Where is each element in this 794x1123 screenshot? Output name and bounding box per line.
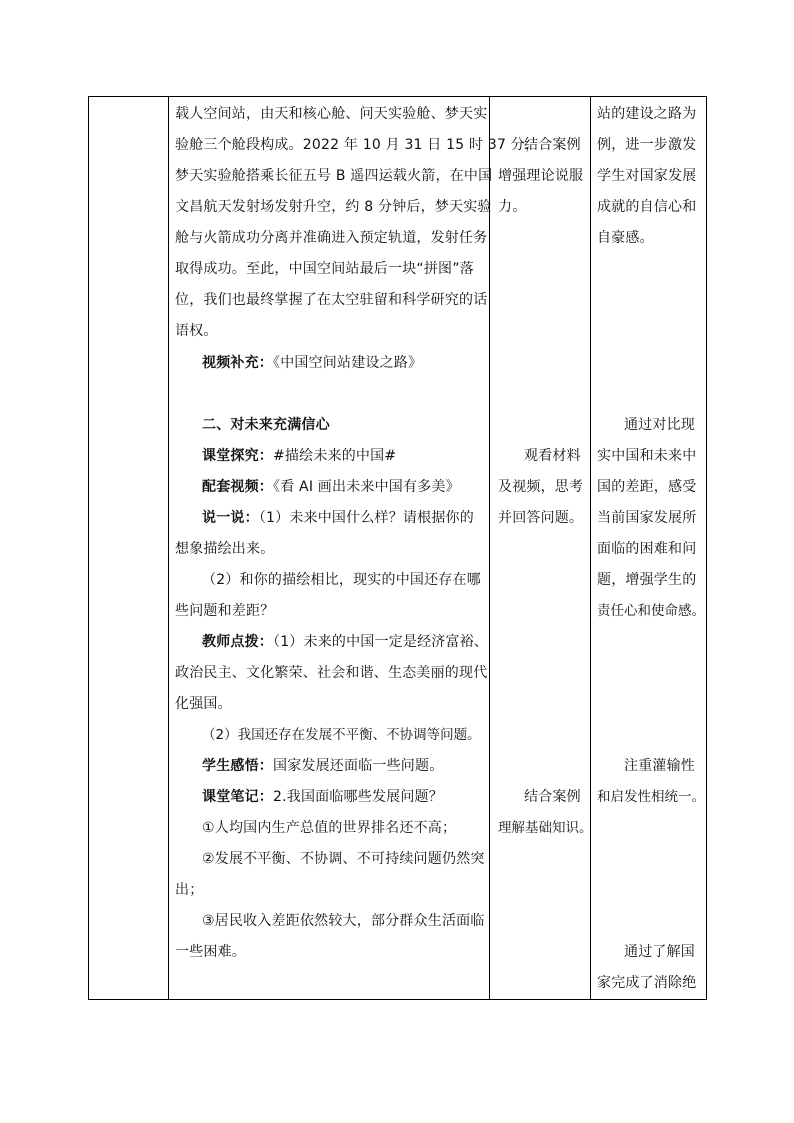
activity-line: 增强理论说服 [498,168,584,184]
student-label: 学生感悟： [202,758,273,774]
talk-question-1 [169,503,489,534]
intent-line: 题，增强学生的 [597,572,697,588]
content-line: 载人空间站，由天和核心舱、问天实验舱、梦天实 [175,106,488,122]
first-column-cell [89,97,168,999]
content-line: 文昌航天发射场发射升空，约 8 分钟后，梦天实验 [175,199,492,215]
teaching-content-cell [169,97,540,999]
intent-line: 国的差距，感受 [597,479,697,495]
video-label: 视频补充： [202,355,273,371]
content-line: 想象描绘出来。 [175,541,275,557]
activity-line: 并回答问题。 [498,510,584,526]
note-item: ①人均国内生产总值的世界排名还不高； [202,820,457,836]
content-line: 梦天实验舱搭乘长征五号 B 遥四运载火箭，在中国 [175,168,493,184]
intent-line: 面临的困难和问 [597,541,697,557]
talk-label: 说一说： [202,510,259,526]
activity-line: 观看材料 [524,448,581,464]
match-label: 配套视频： [202,479,273,495]
content-line: 取得成功。至此，中国空间站最后一块“拼图”落 [175,261,474,277]
lesson-table [88,96,707,1000]
student-reflection [169,751,489,782]
talk-text: （1）未来中国什么样？请根据你的 [258,510,474,526]
explore-label: 课堂探究： [202,448,273,464]
content-line: 舱与火箭成功分离并准确进入预定轨道，发射任务 [175,230,488,246]
match-text: 《看 AI 画出未来中国有多美》 [273,479,460,495]
notes-text: 2.我国面临哪些发展问题？ [273,789,443,805]
video-supplement [169,348,489,379]
activity-line: 结合案例 [524,137,581,153]
intent-line: 通过对比现 [624,417,695,433]
intent-line: 例，进一步激发 [597,137,697,153]
activity-line: 力。 [498,199,527,215]
class-explore [169,441,489,472]
video-title: 《中国空间站建设之路》 [273,355,423,371]
class-notes [169,782,489,813]
teacher-guidance [169,627,489,658]
note-item: ②发展不平衡、不协调、不可持续问题仍然突 [202,851,485,867]
intent-line: 通过了解国 [624,944,695,960]
intent-line: 家完成了消除绝 [597,975,697,991]
section-heading: 二、对未来充满信心 [202,417,330,433]
activity-line: 结合案例 [524,789,581,805]
content-line: 验舱三个舱段构成。2022 年 10 月 31 日 15 时 37 分， [175,137,540,153]
content-line: （2）我国还存在发展不平衡、不协调等问题。 [202,727,481,743]
intent-line: 成就的自信心和 [597,199,697,215]
content-line: 些问题和差距？ [175,603,275,619]
content-line: 一些困难。 [175,944,246,960]
content-line: （2）和你的描绘相比，现实的中国还存在哪 [202,572,481,588]
content-line: 位，我们也最终掌握了在太空驻留和科学研究的话 [175,292,488,308]
content-line: 语权。 [175,323,218,339]
activity-line: 及视频，思考 [498,479,584,495]
student-activity-cell [490,97,593,999]
intent-line: 实中国和未来中 [597,448,697,464]
design-intent-cell [591,97,707,999]
teacher-text: （1）未来的中国一定是经济富裕、 [273,634,489,650]
content-line: 出； [175,882,204,898]
intent-line: 注重灌输性 [624,758,695,774]
teacher-label: 教师点拨： [202,634,273,650]
content-line: 化强国。 [175,696,232,712]
intent-line: 学生对国家发展 [597,168,697,184]
note-item: ③居民收入差距依然较大，部分群众生活面临 [202,913,485,929]
intent-line: 责任心和使命感。 [597,603,705,619]
student-text: 国家发展还面临一些问题。 [273,758,444,774]
content-line: 政治民主、文化繁荣、社会和谐、生态美丽的现代 [175,665,488,681]
activity-line: 理解基础知识。 [498,820,593,836]
notes-label: 课堂笔记： [202,789,273,805]
intent-line: 站的建设之路为 [597,106,697,122]
explore-text: #描绘未来的中国# [273,448,397,464]
intent-line: 当前国家发展所 [597,510,697,526]
matching-video [169,472,489,503]
intent-line: 和启发性相统一。 [597,789,705,805]
intent-line: 自豪感。 [597,230,654,246]
